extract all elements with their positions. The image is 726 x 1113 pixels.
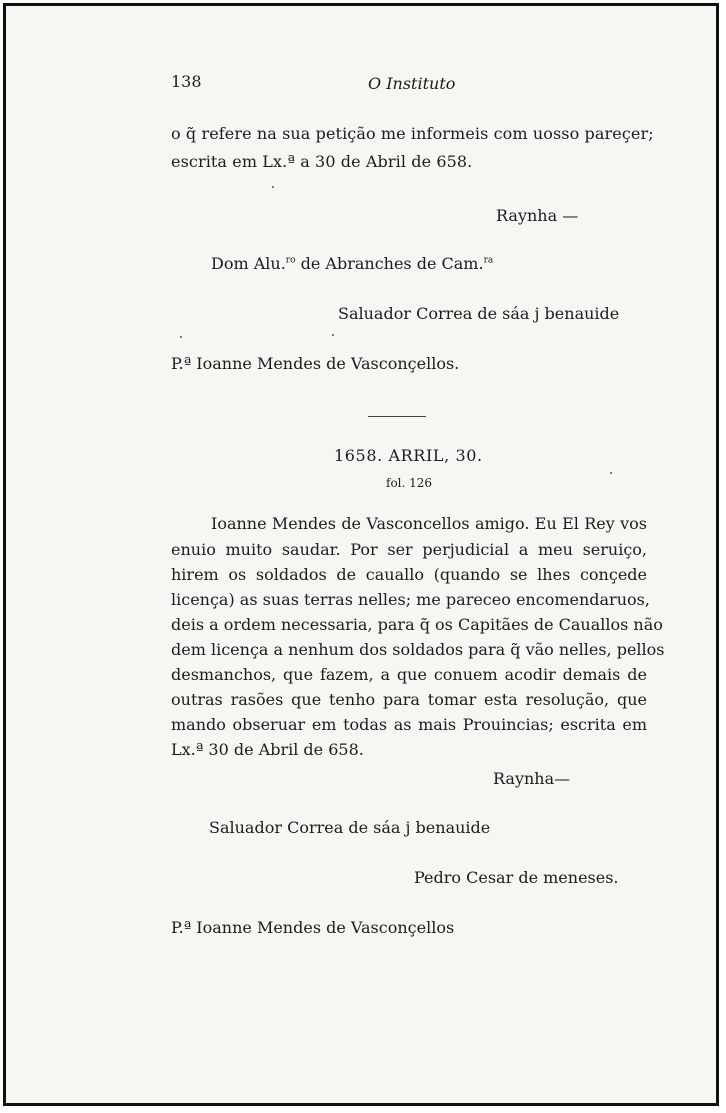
letter2-addressee: P.ª Ioanne Mendes de Vasconçellos [171, 918, 455, 937]
letter2-folio: fol. 126 [386, 476, 433, 490]
letter2-body-line-7: desmanchos, que fazem, a que conuem acodir demais de [171, 665, 647, 684]
scan-speck [610, 472, 612, 474]
letter2-date-heading: 1658. ARRIL, 30. [334, 446, 483, 465]
letter2-body-line-2: enuio muito saudar. Por ser perjudicial a meu seruiço, [171, 540, 647, 559]
dom-name-part1: Dom Alu. [211, 254, 286, 273]
letter2-signature-queen: Raynha— [493, 769, 571, 788]
letter2-body-line-3: hirem os soldados de cauallo (quando se lhes conçede [171, 565, 647, 584]
letter2-body-last-line: Lx.ª 30 de Abril de 658. [171, 740, 364, 759]
letter1-signature-queen: Raynha — [496, 206, 579, 225]
letter2-body-line-8: outras rasões que tenho para tomar esta resolução, que [171, 690, 647, 709]
section-divider [368, 416, 426, 417]
scan-speck [332, 334, 334, 336]
letter2-body-line-6: dem licença a nenhum dos soldados para q̃ vão nelles, pellos [171, 640, 665, 659]
dom-superscript-1: ro [285, 255, 296, 266]
running-title: O Instituto [368, 74, 456, 93]
dom-superscript-2: ra [483, 255, 494, 266]
letter2-body-line-9: mando obseruar em todas as mais Prouincias; escrita em [171, 715, 647, 734]
scan-speck [180, 336, 182, 338]
letter2-body-line-5: deis a ordem necessaria, para q̃ os Capitães de Cauallos não [171, 615, 663, 634]
dom-name-part2: de Abranches de Cam. [295, 254, 484, 273]
letter1-signature-saluador: Saluador Correa de sáa j benauide [338, 304, 620, 323]
letter1-line-2: escrita em Lx.ª a 30 de Abril de 658. [171, 152, 473, 171]
letter1-addressee: P.ª Ioanne Mendes de Vasconçellos. [171, 354, 460, 373]
document-page [6, 6, 716, 1103]
scan-speck [272, 186, 274, 188]
letter2-signature-saluador: Saluador Correa de sáa j benauide [209, 818, 491, 837]
page-frame [3, 3, 719, 1106]
letter2-body-line-4: licença) as suas terras nelles; me pareceo encomendaruos, [171, 590, 650, 609]
letter1-line-1: o q̃ refere na sua petição me informeis com uosso pareçer; [171, 124, 654, 143]
letter2-body-line-1: Ioanne Mendes de Vasconcellos amigo. Eu El Rey vos [211, 514, 647, 533]
letter1-dom-line [211, 254, 493, 273]
letter2-signature-pedro: Pedro Cesar de meneses. [414, 868, 619, 887]
page-number: 138 [171, 72, 202, 91]
